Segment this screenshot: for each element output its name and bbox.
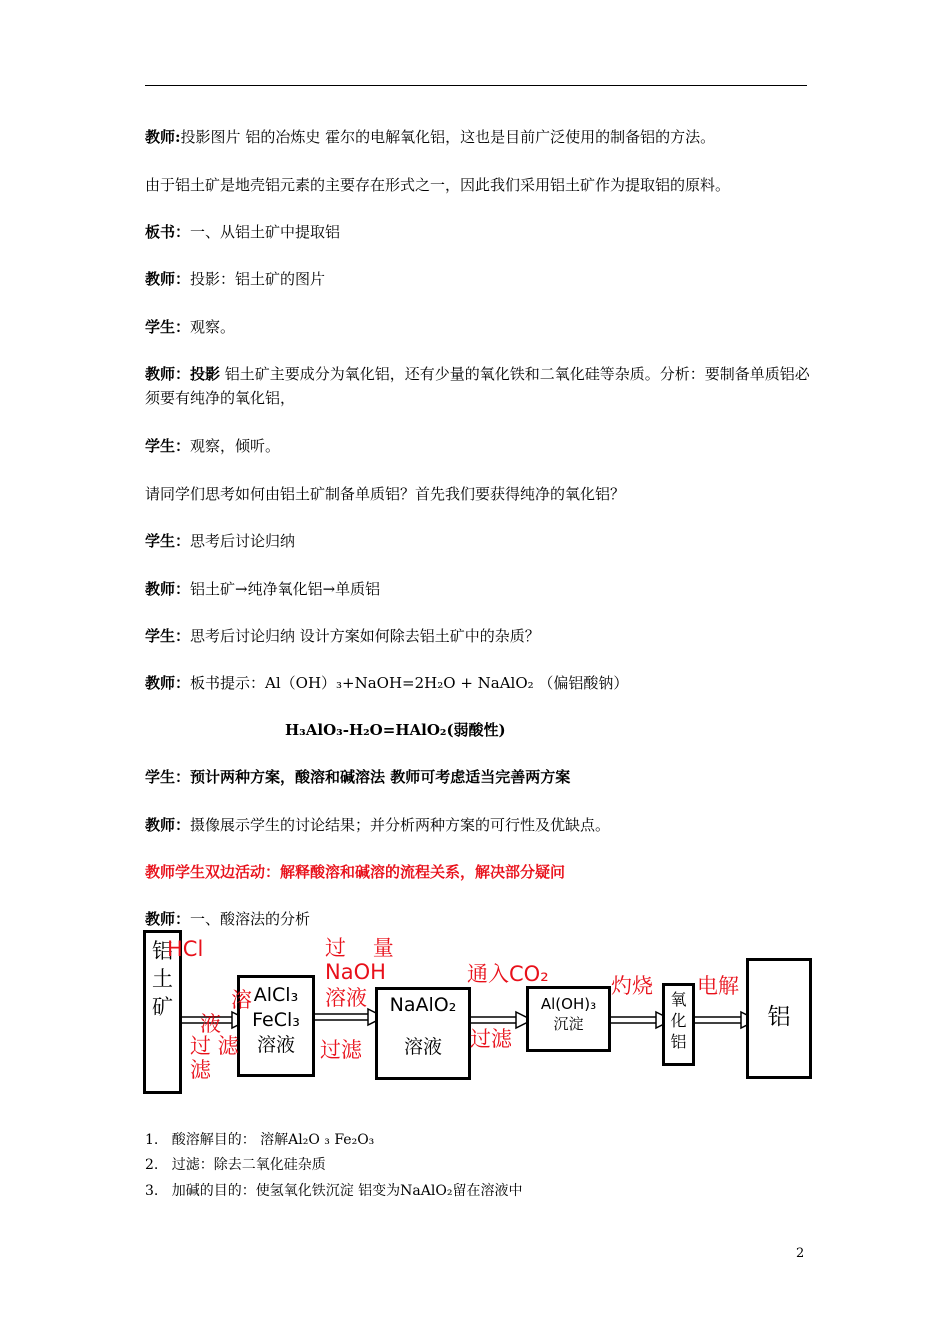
label-co2: 通入CO₂	[467, 962, 549, 986]
box-naalo2-label: NaAlO₂ 溶液	[389, 994, 457, 1058]
box-bauxite-label: 铝 土 矿	[152, 939, 173, 1019]
box-aloh3-label: Al(OH)₃	[540, 995, 597, 1013]
label-filter-2: 过滤	[320, 1038, 362, 1062]
para-teacher-analysis: 教师：投影 铝土矿主要成分为氧化铝，还有少量的氧化铁和二氧化硅等杂质。分析：要制备单质铝必须要有纯净的氧化铝，	[145, 365, 810, 407]
box-aloh3-sub: 沉淀	[553, 1015, 584, 1033]
para-student-listen: 学生：观察，倾听。	[145, 437, 281, 455]
para-teacher-camera: 教师：摄像展示学生的讨论结果；并分析两种方案的可行性及优缺点。	[145, 816, 611, 834]
label-calcine: 灼烧	[611, 974, 653, 998]
para-board-title: 板书：一、从铝土矿中提取铝	[145, 223, 341, 241]
para-teacher-equation: 教师：板书提示：Al（OH）₃+NaOH=2H₂O + NaAlO₂ （偏铝酸钠）	[145, 674, 629, 692]
para-teacher-route: 教师：铝土矿→纯净氧化铝→单质铝	[145, 580, 381, 598]
label-ye: 液	[200, 1012, 221, 1036]
label-naoh: NaOH	[325, 960, 386, 984]
para-student-design: 学生：思考后讨论归纳 设计方案如何除去铝土矿中的杂质？	[145, 627, 540, 645]
para-bauxite-source: 由于铝土矿是地壳铝元素的主要存在形式之一，因此我们采用铝土矿作为提取铝的原料。	[145, 176, 731, 194]
label-rong: 溶	[231, 988, 252, 1012]
list-item: 1. 酸溶解目的： 溶解Al₂O ₃ Fe₂O₃	[145, 1132, 375, 1148]
box-alcl3-label: AlCl₃ FeCl₃ 溶液	[252, 984, 300, 1056]
para-teacher-history: 教师:投影图片 铝的冶炼史 霍尔的电解氧化铝，这也是目前广泛使用的制备铝的方法。	[145, 128, 716, 146]
para-teacher-projection: 教师：投影：铝土矿的图片	[145, 270, 326, 288]
box-aluminum-label: 铝	[767, 1004, 791, 1030]
label-filter-1b: 滤	[190, 1058, 211, 1082]
label-filter-1: 过 滤	[190, 1034, 239, 1058]
para-question: 请同学们思考如何由铝土矿制备单质铝？首先我们要获得纯净的氧化铝？	[145, 485, 626, 503]
para-student-discuss: 学生：思考后讨论归纳	[145, 532, 296, 550]
label-excess: 过 量	[325, 936, 394, 960]
box-alumina-label: 氧 化 铝	[670, 990, 687, 1051]
list-item: 2. 过滤：除去二氧化硅杂质	[145, 1157, 326, 1173]
label-filter-3: 过滤	[470, 1027, 512, 1051]
label-solution: 溶液	[325, 986, 367, 1010]
page-number: 2	[796, 1246, 805, 1261]
label-hcl: HCl	[167, 937, 204, 961]
label-electrolysis: 电解	[697, 974, 739, 998]
para-joint-activity: 教师学生双边活动：解释酸溶和碱溶的流程关系，解决部分疑问	[145, 863, 566, 881]
para-student-observe: 学生：观察。	[145, 318, 236, 336]
para-student-plans: 学生：预计两种方案，酸溶和碱溶法 教师可考虑适当完善两方案	[145, 768, 571, 786]
para-acid-analysis: 教师：一、酸溶法的分析	[145, 910, 311, 928]
list-item: 3. 加碱的目的：使氢氧化铁沉淀 铝变为NaAlO₂留在溶液中	[145, 1183, 523, 1199]
para-equation-2: H₃AlO₃-H₂O=HAlO₂(弱酸性)	[285, 721, 506, 739]
